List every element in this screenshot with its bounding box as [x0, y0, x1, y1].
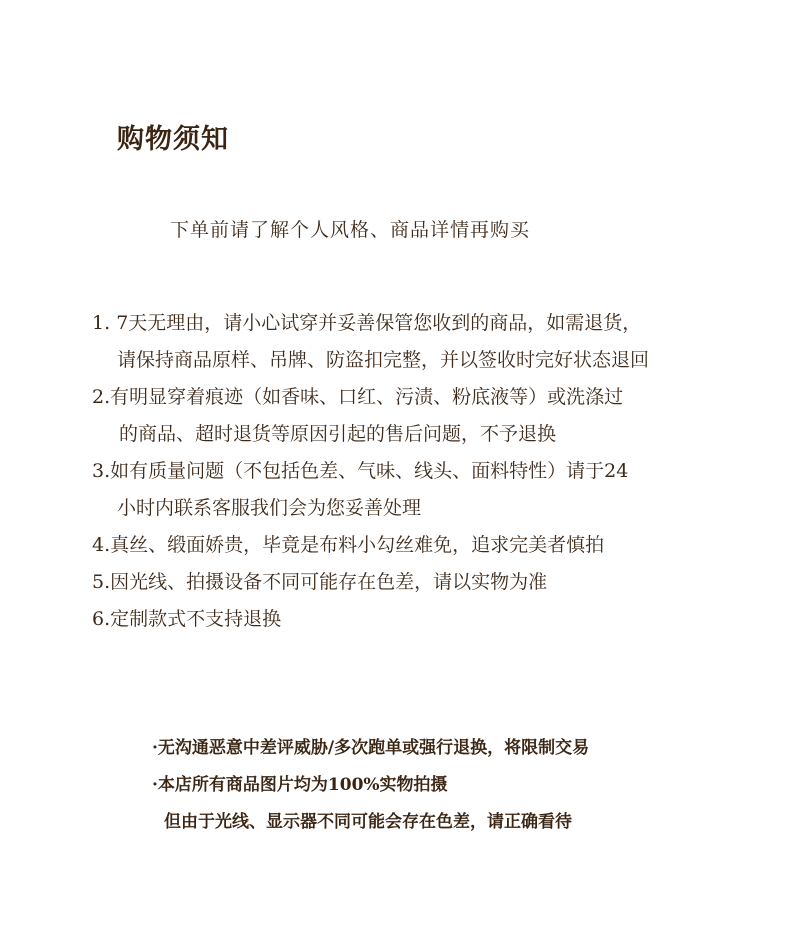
notice-block — [152, 730, 589, 841]
rule-text: 因光线、拍摄设备不同可能存在色差，请以实物为准 — [110, 571, 548, 593]
rules-list — [92, 305, 732, 638]
rule-item-2 — [92, 379, 732, 453]
rule-text: 真丝、缎面娇贵，毕竟是布料小勾丝难免，追求完美者慎拍 — [110, 534, 605, 556]
rule-text: 有明显穿着痕迹（如香味、口红、污渍、粉底液等）或洗涤过 — [110, 386, 624, 408]
rule-text-continued: 的商品、超时退货等原因引起的售后问题，不予退换 — [119, 423, 557, 445]
rule-number: 3. — [92, 460, 111, 482]
rule-text: 如有质量问题（不包括色差、气味、线头、面料特性）请于24 — [110, 460, 629, 482]
rule-number: 5. — [92, 571, 111, 593]
rule-number: 2. — [92, 386, 111, 408]
notice-line-color-diff: 但由于光线、显示器不同可能会存在色差，请正确看待 — [164, 812, 572, 832]
rule-text-continued: 请保持商品原样、吊牌、防盗扣完整，并以签收时完好状态退回 — [117, 349, 650, 371]
rule-text: 7天无理由，请小心试穿并妥善保管您收到的商品，如需退货， — [116, 312, 642, 334]
page-subtitle: 下单前请了解个人风格、商品详情再购买 — [170, 219, 531, 241]
notice-line-real-photos: ·本店所有商品图片均为100%实物拍摄 — [152, 775, 448, 795]
rule-item-6 — [92, 601, 732, 638]
rule-item-5 — [92, 564, 732, 601]
rule-item-3 — [92, 453, 732, 527]
rule-text: 定制款式不支持退换 — [110, 608, 282, 630]
rule-number: 1. — [92, 312, 111, 334]
rule-text-continued: 小时内联系客服我们会为您妥善处理 — [117, 497, 422, 519]
page-title: 购物须知 — [117, 124, 229, 155]
rule-item-1 — [92, 305, 732, 379]
rule-item-4 — [92, 527, 732, 564]
rule-number: 4. — [92, 534, 111, 556]
notice-line-bad-review: ·无沟通恶意中差评威胁/多次跑单或强行退换，将限制交易 — [152, 738, 590, 758]
rule-number: 6. — [92, 608, 111, 630]
